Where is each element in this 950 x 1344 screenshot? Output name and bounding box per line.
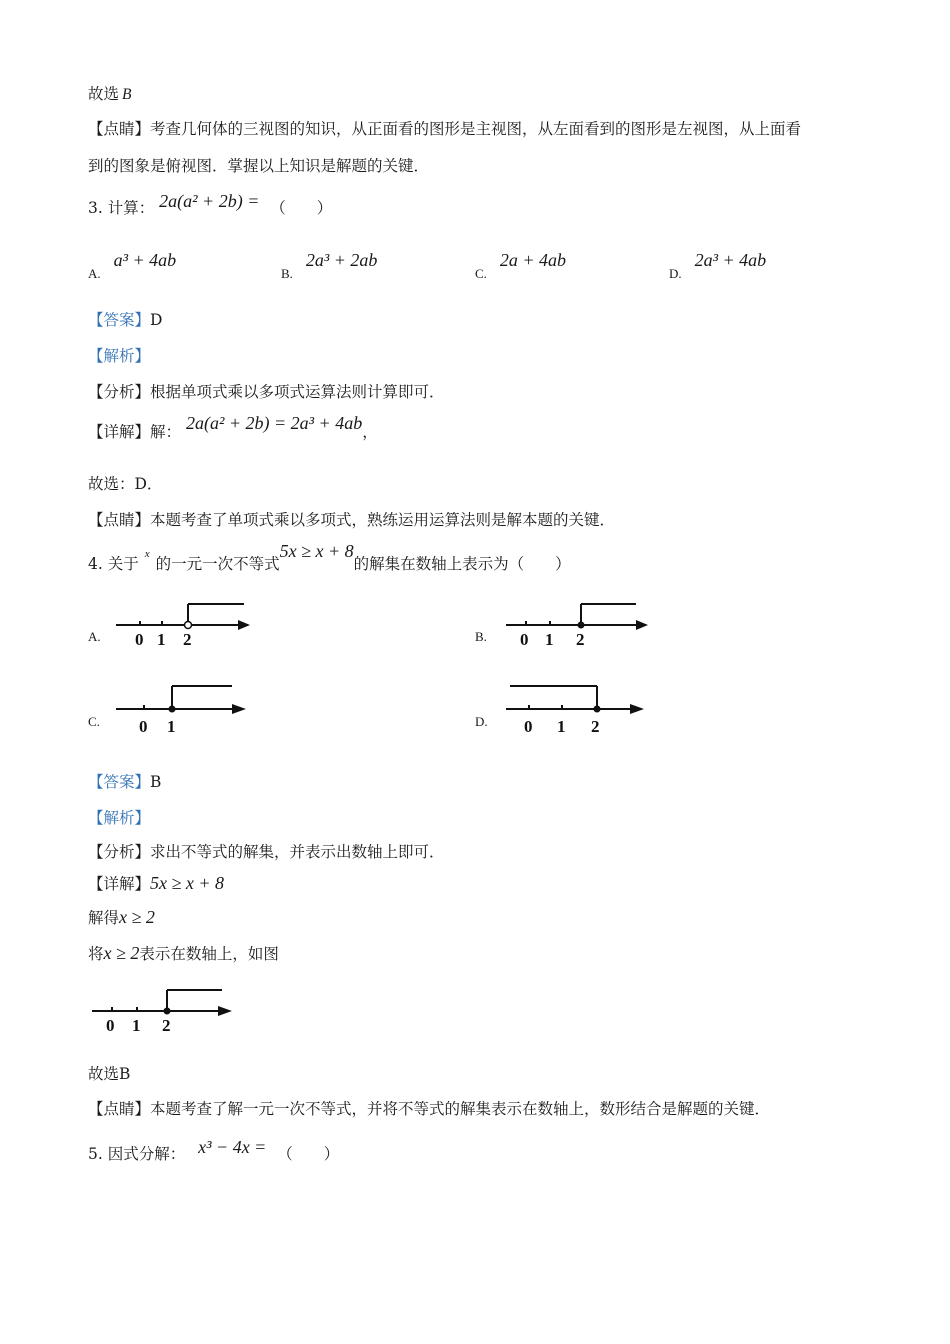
q4-prefix: 4. 关于 [88,555,139,573]
q4-suffix: 的解集在数轴上表示为（ ） [353,555,571,573]
q3-answer [88,308,162,330]
q3-detail-tag: 【详解】 [88,423,151,441]
q4-fenxi-text: 求出不等式的解集，并表示出数轴上即可． [150,843,445,861]
q4-option-a-label: A. [88,629,101,644]
q3-option-b [281,250,378,281]
q4-answer-tag: 【答案】 [88,773,151,791]
q5-prefix: 5. 因式分解： [88,1145,186,1163]
q3-comment [88,508,615,530]
q3-answer-tag: 【答案】 [88,311,151,329]
q4-b-tick-2: 2 [576,630,585,649]
q3-choose-text: 故选：D． [88,475,163,493]
q4-comment-text: 本题考查了解一元一次不等式，并将不等式的解集表示在数轴上，数形结合是解题的关键． [150,1100,771,1118]
q4-analysis-tag: 【解析】 [88,809,151,827]
prev-answer-prefix: 故选 [88,85,120,103]
q3-comment-text: 本题考查了单项式乘以多项式，熟练运用运算法则是解本题的关键． [150,511,616,529]
q4-b-tick-0: 0 [520,630,529,649]
q3-option-c-expr: 2a + 4ab [499,250,567,270]
q4-option-c-label: C. [88,714,100,729]
q3-option-b-expr: 2a³ + 2ab [305,250,378,270]
question-5 [88,1137,340,1164]
q4-c-tick-0: 0 [139,717,148,736]
q5-expression: x³ − 4x = [198,1137,267,1157]
q3-detail-text: 解： [150,423,182,441]
q3-option-a [88,250,177,281]
q4-choose [88,1062,130,1084]
fig-tick-2: 2 [162,1016,171,1035]
q3-fenxi [88,380,445,402]
q3-fenxi-tag: 【分析】 [88,383,151,401]
q3-comment-tag: 【点睛】 [88,511,151,529]
q3-option-c [475,250,567,281]
q4-option-a-numberline [110,598,260,650]
q4-detail-ineq: 5x ≥ x + 8 [150,873,225,893]
q3-expression: 2a(a² + 2b) = [159,191,260,211]
q4-option-d-label-wrap [475,712,488,730]
q4-detail-tag: 【详解】 [88,875,151,893]
q4-solve-expr: x ≥ 2 [119,907,155,927]
q3-fenxi-text: 根据单项式乘以多项式运算法则计算即可． [150,383,445,401]
q4-option-a-label-wrap [88,627,101,645]
q4-comment [88,1097,770,1119]
q4-choose-text: 故选B [88,1065,131,1083]
q4-c-tick-1: 1 [167,717,176,736]
q4-d-tick-2: 2 [591,717,600,736]
fig-tick-1: 1 [132,1016,141,1035]
q4-answer-value: B [150,773,162,791]
q3-option-d [669,250,767,281]
prev-comment-line1 [88,117,801,139]
q5-paren: （ ） [277,1145,340,1163]
q4-answer [88,770,161,792]
q4-fenxi-tag: 【分析】 [88,843,151,861]
q4-option-b-label: B. [475,629,487,644]
q4-a-tick-0: 0 [135,630,144,649]
q4-b-tick-1: 1 [545,630,554,649]
q3-analysis-tag: 【解析】 [88,347,151,365]
q4-option-b-numberline [500,598,660,650]
q3-option-b-label: B. [281,266,293,281]
q4-solve [88,906,155,928]
q4-represent-expr: x ≥ 2 [103,943,140,963]
q4-option-c-numberline [110,680,260,738]
prev-comment-text: 考查几何体的三视图的知识，从正面看的图形是主视图，从左面看到的图形是左视图，从上面看 [150,120,802,138]
prev-answer-line [88,82,131,104]
q3-option-d-expr: 2a³ + 4ab [694,250,767,270]
q3-detail-comma: ， [362,423,378,441]
q4-represent [88,942,279,964]
q4-option-d-label: D. [475,714,488,729]
q4-inequality: 5x ≥ x + 8 [279,541,354,561]
prev-answer-var: B [122,86,132,103]
q3-answer-value: D [150,311,163,329]
q4-represent-suffix: 表示在数轴上，如图 [139,945,279,963]
q4-a-tick-2: 2 [183,630,192,649]
q3-choose [88,472,162,494]
q4-d-tick-0: 0 [524,717,533,736]
q4-analysis-heading [88,806,150,828]
q4-option-d-numberline [500,680,660,738]
q3-analysis-heading [88,344,150,366]
prev-comment-tag: 【点睛】 [88,120,151,138]
q3-option-a-expr: a³ + 4ab [113,250,177,270]
q4-d-tick-1: 1 [557,717,566,736]
prev-comment-line2 [88,154,429,176]
q4-comment-tag: 【点睛】 [88,1100,151,1118]
q4-detail [88,872,224,894]
q3-prefix: 3. 计算： [88,199,155,217]
q3-detail-expr: 2a(a² + 2b) = 2a³ + 4ab [185,413,363,433]
question-3 [88,191,333,218]
question-4 [88,541,571,574]
q4-solve-text: 解得 [88,909,120,927]
q3-detail [88,413,378,442]
q4-option-b-label-wrap [475,627,487,645]
q3-paren: （ ） [270,199,333,217]
q3-option-a-label: A. [88,266,101,281]
q4-mid: 的一元一次不等式 [155,555,280,573]
fig-tick-0: 0 [106,1016,115,1035]
q4-a-tick-1: 1 [157,630,166,649]
q3-option-c-label: C. [475,266,487,281]
q4-solution-numberline [88,984,248,1036]
q4-var: x [144,548,150,560]
q4-fenxi [88,840,445,862]
q4-represent-prefix: 将 [88,945,104,963]
q3-option-d-label: D. [669,266,682,281]
q4-option-c-label-wrap [88,712,100,730]
prev-comment-text2: 到的图象是俯视图．掌握以上知识是解题的关键． [88,157,430,175]
